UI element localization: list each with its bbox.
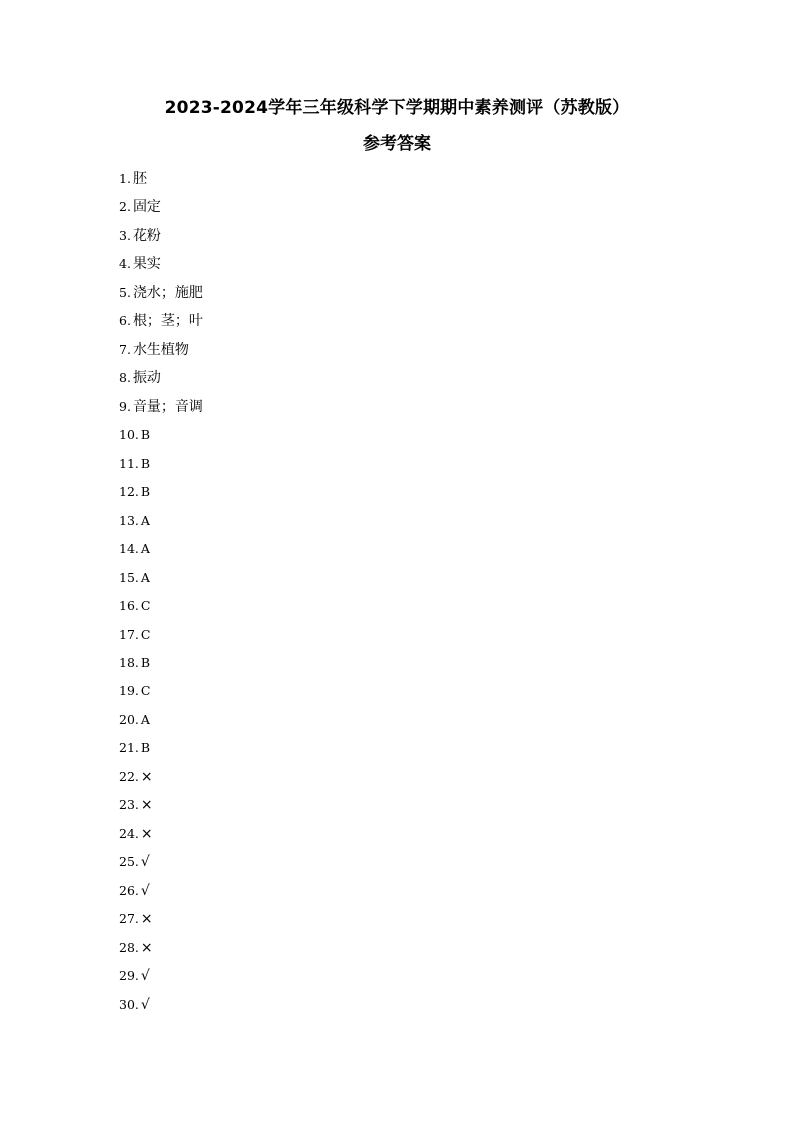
answer-item xyxy=(119,196,203,224)
answer-item xyxy=(119,510,203,538)
answer-text: 根；茎；叶 xyxy=(132,313,203,330)
answer-text: A xyxy=(140,512,150,528)
answer-number: 7. xyxy=(119,341,131,357)
answer-number: 11. xyxy=(119,455,139,471)
answer-number: 26. xyxy=(119,882,139,898)
answer-item xyxy=(119,709,203,737)
answer-item xyxy=(119,880,203,908)
answer-number: 9. xyxy=(119,398,131,414)
answer-number: 1. xyxy=(119,171,131,186)
answer-text: B xyxy=(140,427,151,443)
answer-number: 6. xyxy=(119,313,131,329)
answer-item xyxy=(119,595,203,623)
page-subtitle: 参考答案 xyxy=(363,134,431,154)
answer-item xyxy=(119,367,203,395)
answer-text: B xyxy=(140,654,151,670)
answer-item xyxy=(119,253,203,281)
answer-item xyxy=(119,908,203,936)
answer-number: 17. xyxy=(119,626,139,642)
answer-item xyxy=(119,339,203,367)
answer-item xyxy=(119,823,203,851)
answer-number: 4. xyxy=(119,256,131,272)
answer-item xyxy=(119,680,203,708)
answer-text: B xyxy=(140,740,151,756)
answer-text: A xyxy=(140,541,150,557)
answer-text: C xyxy=(140,683,151,699)
answer-item xyxy=(119,310,203,338)
answer-text: √ xyxy=(140,996,150,1013)
answer-number: 18. xyxy=(119,654,139,670)
answer-number: 16. xyxy=(119,598,139,614)
answer-text: × xyxy=(140,797,153,814)
answer-number: 27. xyxy=(119,911,139,927)
answer-number: 28. xyxy=(119,939,139,955)
answer-number: 30. xyxy=(119,996,139,1012)
answer-number: 19. xyxy=(119,683,139,699)
answer-list xyxy=(119,168,203,1022)
answer-text: √ xyxy=(140,854,150,871)
answer-item xyxy=(119,624,203,652)
answer-item xyxy=(119,937,203,965)
answer-number: 20. xyxy=(119,711,139,727)
answer-item xyxy=(119,396,203,424)
answer-item xyxy=(119,994,203,1022)
answer-item xyxy=(119,567,203,595)
answer-text: 音量；音调 xyxy=(132,398,203,415)
answer-item xyxy=(119,737,203,765)
answer-text: A xyxy=(140,569,150,585)
answer-item xyxy=(119,424,203,452)
answer-number: 5. xyxy=(119,284,131,300)
answer-text: A xyxy=(140,711,150,727)
answer-text: 水生植物 xyxy=(132,341,189,358)
answer-number: 21. xyxy=(119,740,139,756)
answer-number: 23. xyxy=(119,797,139,813)
answer-number: 24. xyxy=(119,825,139,841)
answer-item xyxy=(119,851,203,879)
answer-text: C xyxy=(140,626,151,642)
answer-text: 果实 xyxy=(132,256,161,273)
answer-text: 花粉 xyxy=(132,227,161,244)
answer-item xyxy=(119,168,203,196)
answer-item xyxy=(119,225,203,253)
answer-item xyxy=(119,794,203,822)
page-title: 2023-2024学年三年级科学下学期期中素养测评（苏教版） xyxy=(164,98,630,118)
answer-text: 固定 xyxy=(132,199,161,216)
answer-number: 3. xyxy=(119,227,131,243)
answer-text: √ xyxy=(140,882,150,899)
answer-text: × xyxy=(140,825,153,842)
answer-text: × xyxy=(140,939,153,956)
answer-text: × xyxy=(140,911,153,928)
answer-item xyxy=(119,538,203,566)
answer-text: B xyxy=(140,455,151,471)
answer-item xyxy=(119,965,203,993)
answer-item xyxy=(119,481,203,509)
answer-number: 12. xyxy=(119,484,139,500)
answer-number: 25. xyxy=(119,854,139,870)
answer-text: B xyxy=(140,484,151,500)
answer-number: 29. xyxy=(119,968,139,984)
answer-item xyxy=(119,453,203,481)
answer-number: 22. xyxy=(119,768,139,784)
answer-number: 14. xyxy=(119,541,139,557)
answer-text: × xyxy=(140,768,153,785)
answer-number: 8. xyxy=(119,370,131,386)
answer-text: √ xyxy=(140,968,150,985)
answer-text: C xyxy=(140,598,151,614)
answer-item xyxy=(119,282,203,310)
answer-number: 10. xyxy=(119,427,139,443)
answer-item xyxy=(119,766,203,794)
answer-item xyxy=(119,652,203,680)
answer-number: 13. xyxy=(119,512,139,528)
answer-text: 浇水；施肥 xyxy=(132,284,203,301)
answer-text: 振动 xyxy=(132,370,161,387)
answer-text: 胚 xyxy=(132,171,147,187)
answer-number: 15. xyxy=(119,569,139,585)
answer-number: 2. xyxy=(119,199,131,215)
